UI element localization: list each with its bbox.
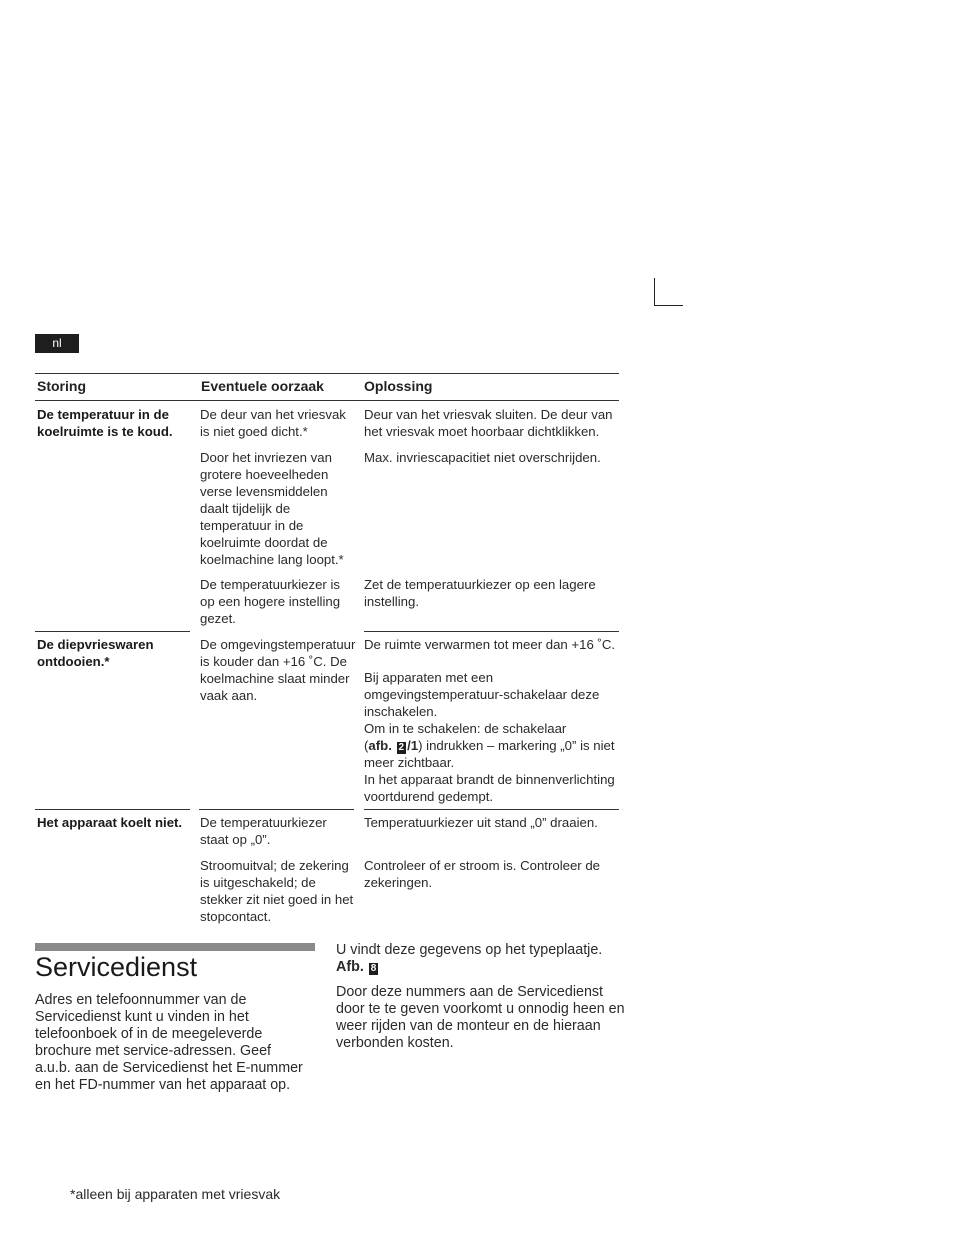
header-oplossing: Oplossing [364, 378, 433, 394]
afb-item: /1 [407, 738, 419, 753]
row1-oplossing-2: Max. invriescapacitiet niet overschrijden. [364, 450, 601, 465]
footnote: *alleen bij apparaten met vriesvak [70, 1186, 281, 1202]
row2-oplossing: De ruimte verwarmen tot meer dan +16 ˚C. [364, 637, 616, 652]
afb-figure-box: 2 [398, 742, 405, 753]
service-afb-label: Afb. [336, 959, 364, 975]
row3-oplossing-1: Temperatuurkiezer uit stand „0” draaien. [364, 815, 598, 830]
row3-rule-col1 [35, 809, 190, 810]
row1-oorzaak-2: Door het invriezen van grotere hoeveelheden verse levensmiddelen daalt tijdelijk de temperatuur in de koelruimte doordat de koelmachine lang loopt.* [200, 450, 344, 567]
row1-oorzaak-3: De temperatuurkiezer is op een hogere instelling gezet. [200, 577, 341, 626]
section-title: Servicedienst [35, 952, 198, 982]
row3-rule-col3 [364, 809, 619, 810]
row1-storing: De temperatuur in de koelruimte is te koud. [37, 407, 173, 439]
header-bottom-rule [35, 400, 619, 401]
row2-extra-line1: Bij apparaten met een omgevingstemperatuur-schakelaar deze inschakelen. [364, 670, 600, 719]
row2-extra-line3: ) indrukken – markering „0” is niet meer zichtbaar. [364, 738, 615, 770]
service-right-paragraph: Door deze nummers aan de Servicedienst door te te geven voorkomt u onnodig heen en weer rijden van de monteur en de hieraan verbonden kosten. [336, 984, 625, 1051]
row3-oplossing-2: Controleer of er stroom is. Controleer de zekeringen. [364, 858, 601, 890]
row2-rule-col3 [364, 631, 619, 632]
row1-oplossing-3: Zet de temperatuurkiezer op een lagere instelling. [364, 577, 596, 609]
row2-oorzaak: De omgevingstemperatuur is kouder dan +16 ˚C. De koelmachine slaat minder vaak aan. [200, 637, 356, 703]
language-badge: nl [35, 334, 79, 353]
row2-extra-line2: Om in te schakelen: de schakelaar [364, 721, 567, 736]
row1-oplossing-1: Deur van het vriesvak sluiten. De deur van het vriesvak moet hoorbaar dichtklikken. [364, 407, 613, 439]
service-typeplate-line: U vindt deze gegevens op het typeplaatje. [336, 942, 603, 958]
service-left-paragraph: Adres en telefoonnummer van de Servicedienst kunt u vinden in het telefoonboek of in de meegeleverde brochure met service-adressen. Geef a.u.b. aan de Servicedienst het E-nummer en het FD-nummer van het apparaat op. [35, 992, 303, 1093]
row2-rule-col1 [35, 631, 190, 632]
service-right-intro [336, 942, 626, 976]
row3-rule-col2 [199, 809, 354, 810]
afb-label: afb. [368, 738, 392, 753]
section-bar [35, 943, 315, 951]
row2-extra-line4: In het apparaat brandt de binnenverlichting voortdurend gedempt. [364, 772, 615, 804]
service-afb-figure-box: 8 [370, 963, 377, 974]
row3-oorzaak-1: De temperatuurkiezer staat op „0”. [200, 815, 327, 847]
row3-storing: Het apparaat koelt niet. [37, 815, 183, 830]
header-storing: Storing [37, 378, 86, 394]
header-oorzaak: Eventuele oorzaak [201, 378, 324, 394]
row2-storing: De diepvrieswaren ontdooien.* [37, 637, 154, 669]
table-top-rule [35, 373, 619, 374]
crop-mark-horizontal [654, 305, 683, 306]
crop-mark-vertical [654, 278, 655, 306]
row2-oplossing-extra: Bij apparaten met een omgevingstemperatuur-schakelaar deze inschakelen. Om in te schakelen: de schakelaar (afb. 2 /1) indrukken – markering „0” is niet meer zichtbaar. In het apparaat brandt de binnenverlichting voortdurend gedempt. [364, 670, 615, 804]
row1-oorzaak-1: De deur van het vriesvak is niet goed dicht.* [200, 407, 346, 439]
row3-oorzaak-2: Stroomuitval; de zekering is uitgeschakeld; de stekker zit niet goed in het stopcontact. [200, 858, 354, 924]
